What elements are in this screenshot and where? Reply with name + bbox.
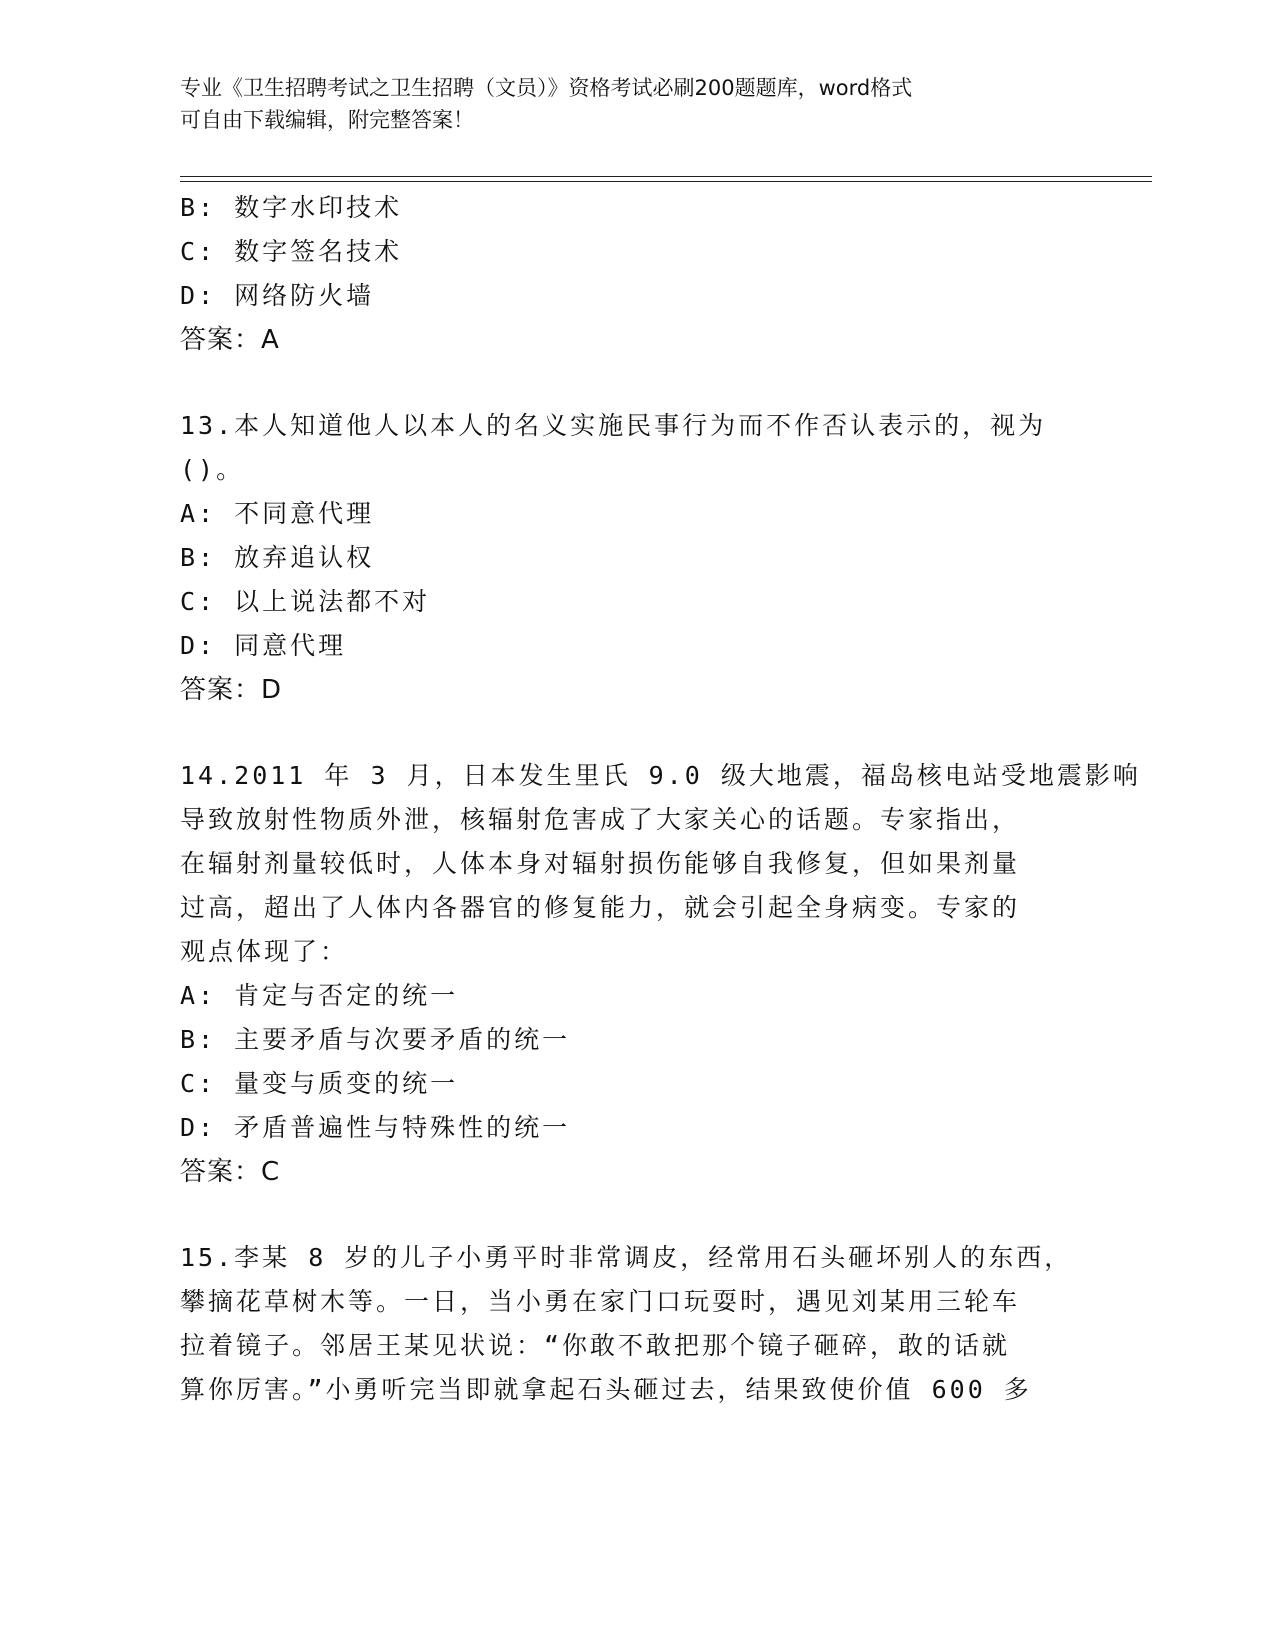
header-divider-top <box>180 176 1152 177</box>
question-content <box>180 186 1141 1412</box>
question-text-line: 在辐射剂量较低时，人体本身对辐射损伤能够自我修复，但如果剂量 <box>180 849 1021 878</box>
question-text-line: 观点体现了： <box>180 937 349 966</box>
answer-line: 答案：C <box>180 1157 281 1187</box>
option-a: A: 肯定与否定的统一 <box>180 981 459 1010</box>
document-header <box>180 72 1060 136</box>
answer-line: 答案：A <box>180 325 280 355</box>
option-b: B: 放弃追认权 <box>180 543 375 572</box>
question-text-line: 13.本人知道他人以本人的名义实施民事行为而不作否认表示的，视为 <box>180 411 1047 440</box>
question-text-line: 过高，超出了人体内各器官的修复能力，就会引起全身病变。专家的 <box>180 893 1021 922</box>
option-b: B: 主要矛盾与次要矛盾的统一 <box>180 1025 571 1054</box>
option-d: D: 同意代理 <box>180 631 347 660</box>
spacer <box>180 362 1080 404</box>
spacer <box>180 712 1080 754</box>
question-text-line: 14.2011 年 3 月，日本发生里氏 9.0 级大地震，福岛核电站受地震影响 <box>180 761 1141 790</box>
question-text-line: 15.李某 8 岁的儿子小勇平时非常调皮，经常用石头砸坏别人的东西， <box>180 1243 1073 1272</box>
question-13 <box>180 404 1080 712</box>
question-12-tail <box>180 186 1080 362</box>
question-14 <box>180 754 1141 1194</box>
question-text-line: 导致放射性物质外泄，核辐射危害成了大家关心的话题。专家指出， <box>180 805 1021 834</box>
question-15 <box>180 1236 1080 1412</box>
header-line-2: 可自由下载编辑，附完整答案！ <box>180 108 474 132</box>
answer-line: 答案：D <box>180 675 283 705</box>
option-a: A: 不同意代理 <box>180 499 375 528</box>
option-c: C: 数字签名技术 <box>180 237 403 266</box>
spacer <box>180 1194 1080 1236</box>
question-text-line: 算你厉害。”小勇听完当即就拿起石头砸过去，结果致使价值 600 多 <box>180 1375 1032 1404</box>
header-divider-bottom <box>180 181 1152 182</box>
question-text-line: 攀摘花草树木等。一日，当小勇在家门口玩耍时，遇见刘某用三轮车 <box>180 1287 1021 1316</box>
option-c: C: 以上说法都不对 <box>180 587 431 616</box>
option-d: D: 矛盾普遍性与特殊性的统一 <box>180 1113 571 1142</box>
option-b: B: 数字水印技术 <box>180 193 403 222</box>
option-c: C: 量变与质变的统一 <box>180 1069 459 1098</box>
option-d: D: 网络防火墙 <box>180 281 375 310</box>
header-line-1: 专业《卫生招聘考试之卫生招聘（文员）》资格考试必刷200题题库，word格式 <box>180 76 913 100</box>
question-text-line: ()。 <box>180 455 245 484</box>
question-text-line: 拉着镜子。邻居王某见状说：“你敢不敢把那个镜子砸碎，敢的话就 <box>180 1331 1011 1360</box>
